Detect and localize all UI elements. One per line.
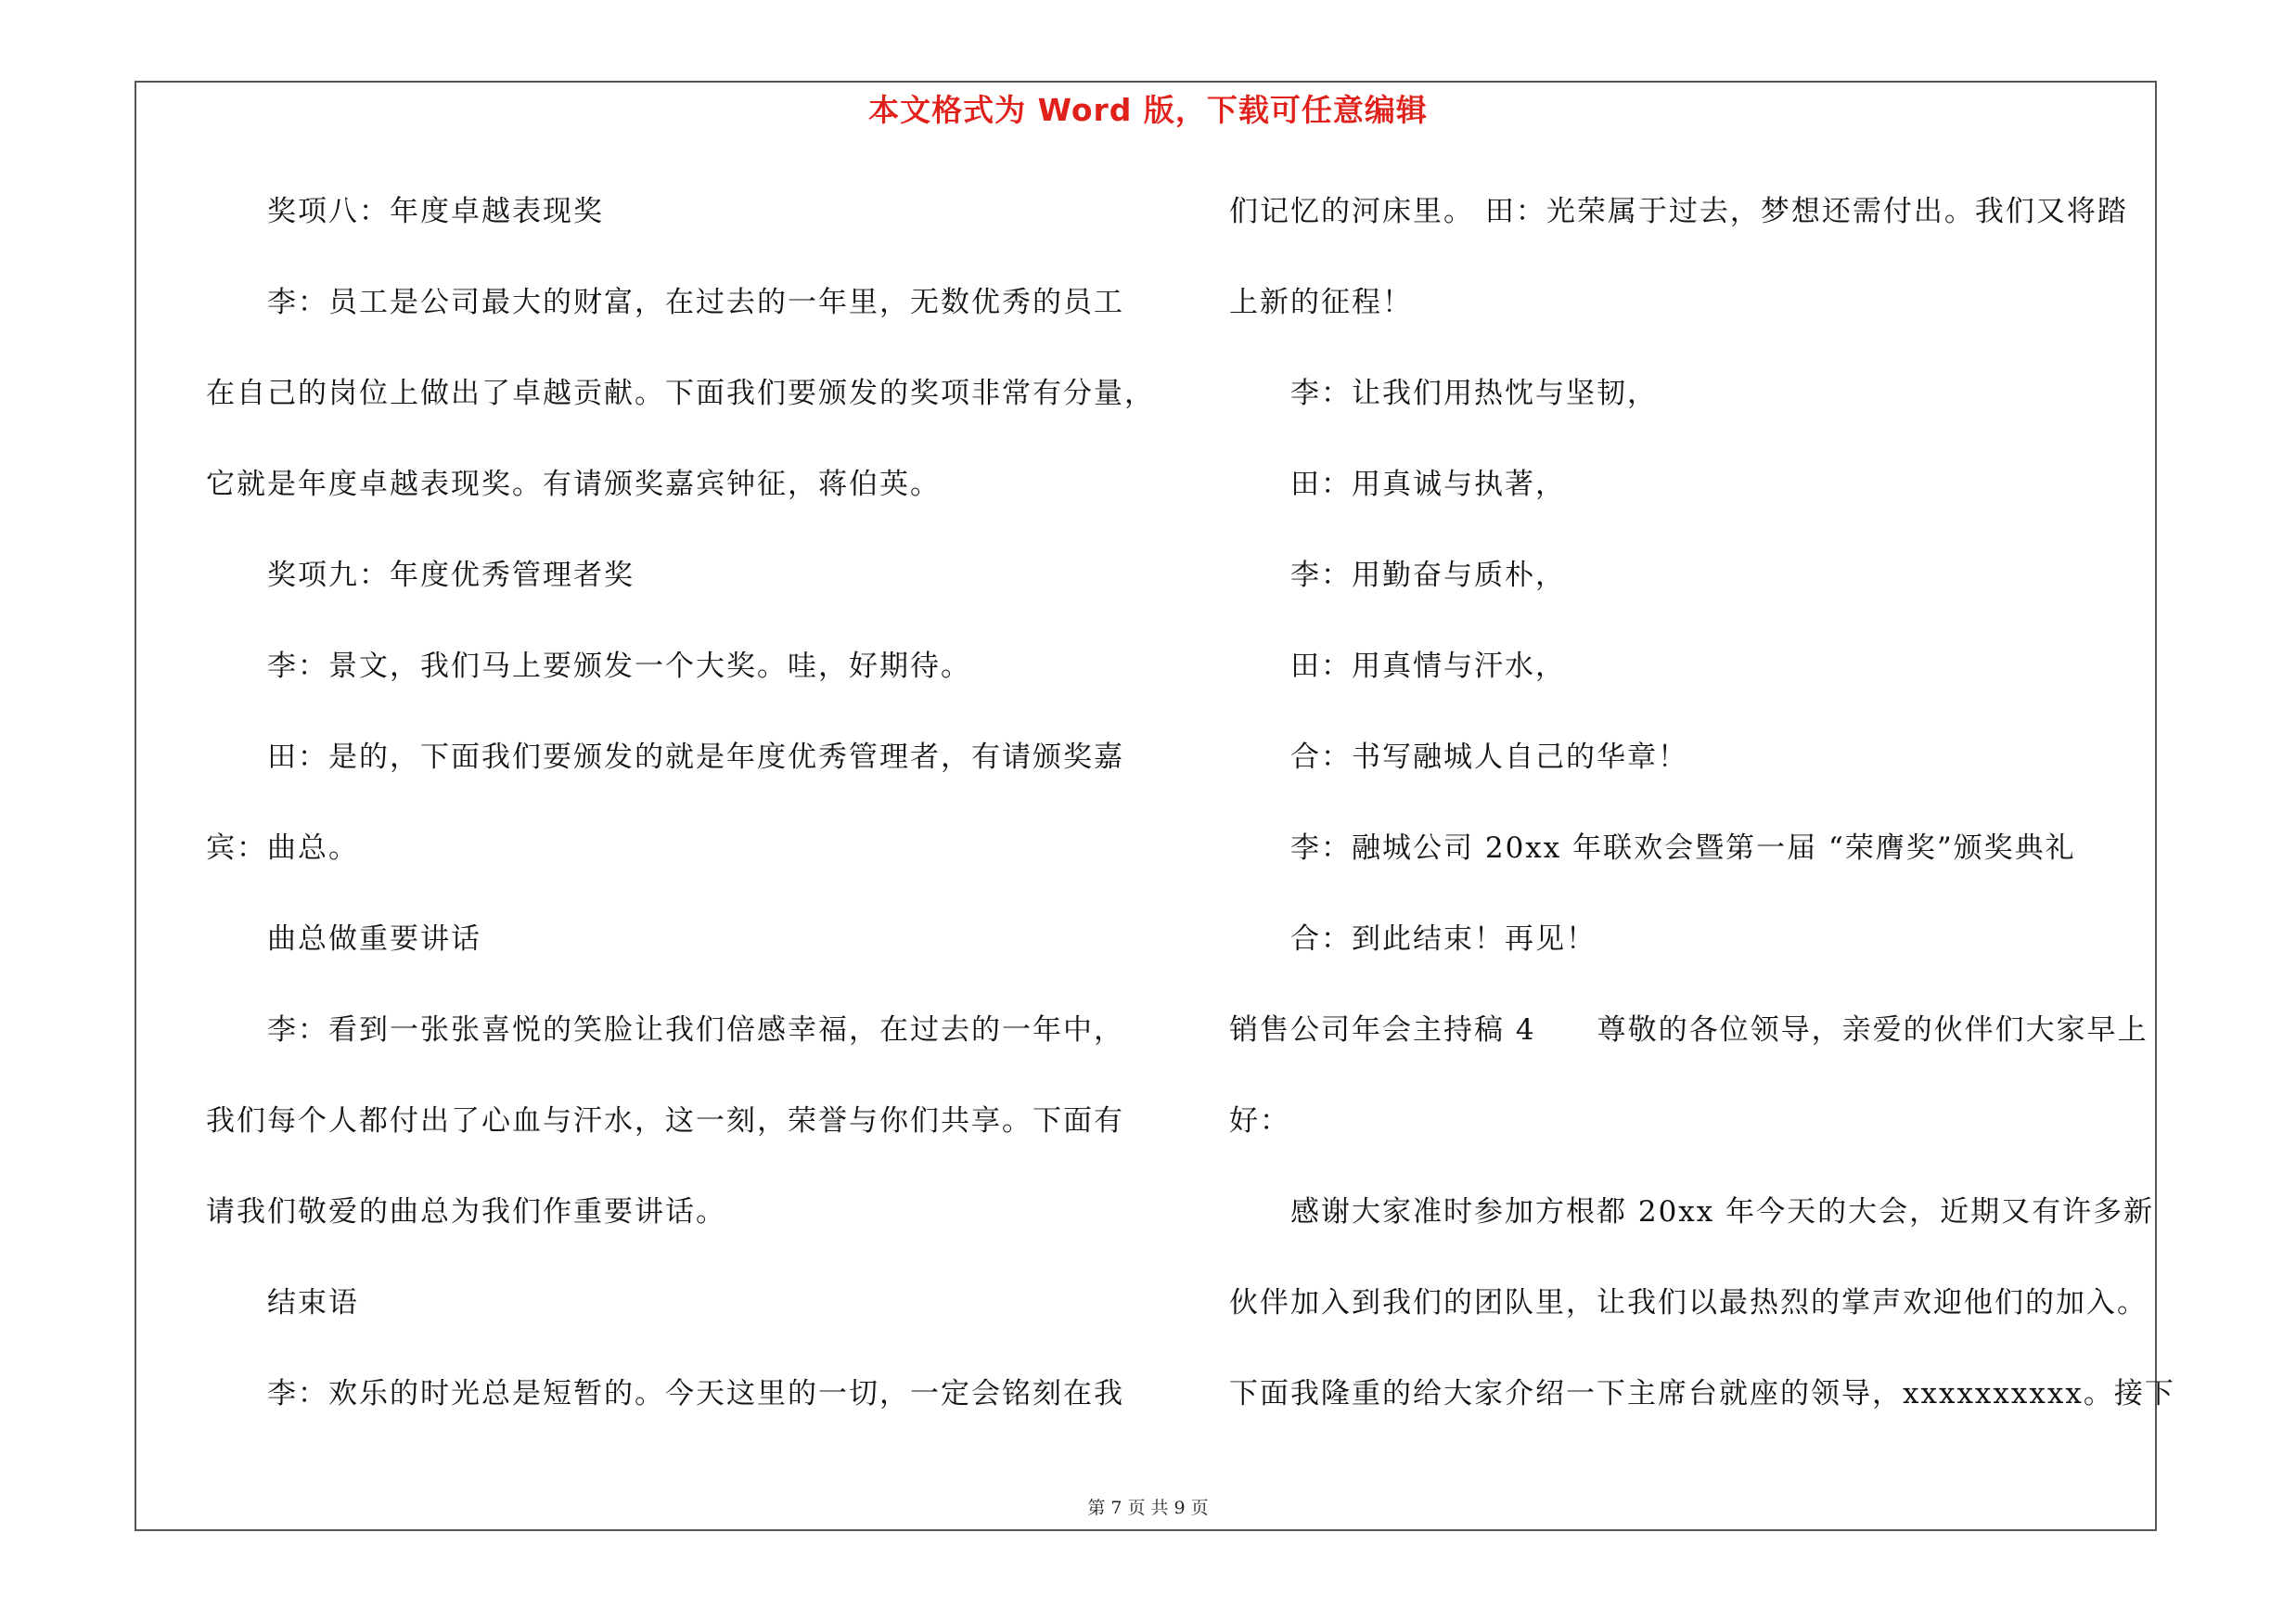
text-line: 伙伴加入到我们的团队里，让我们以最热烈的掌声欢迎他们的加入。 (1229, 1286, 2148, 1320)
text-line: 上新的征程！ (1229, 286, 1413, 319)
text-line: 李：景文，我们马上要颁发一个大奖。哇，好期待。 (267, 650, 971, 683)
text-line: 好： (1229, 1104, 1290, 1138)
text-line: 田：用真情与汗水， (1290, 650, 1566, 683)
text-line: 奖项九：年度优秀管理者奖 (267, 559, 635, 592)
text-line: 们记忆的河床里。 田：光荣属于过去，梦想还需付出。我们又将踏 (1229, 195, 2128, 228)
text-line: 曲总做重要讲话 (267, 922, 481, 956)
text-line: 奖项八：年度卓越表现奖 (267, 195, 604, 228)
format-banner: 本文格式为 Word 版，下载可任意编辑 (868, 92, 1428, 128)
text-line: 下面我隆重的给大家介绍一下主席台就座的领导，xxxxxxxxxx。接下 (1229, 1377, 2175, 1410)
right-text-column (1229, 183, 2175, 1456)
page-number: 第 7 页 共 9 页 (1087, 1498, 1209, 1518)
text-line: 李：看到一张张喜悦的笑脸让我们倍感幸福，在过去的一年中， (267, 1013, 1124, 1047)
text-line: 田：用真诚与执著， (1290, 468, 1566, 501)
text-line: 李：让我们用热忱与坚韧， (1290, 377, 1658, 410)
text-line: 销售公司年会主持稿 4 尊敬的各位领导，亲爱的伙伴们大家早上 (1229, 1013, 2148, 1047)
text-line: 李：欢乐的时光总是短暂的。今天这里的一切，一定会铭刻在我 (267, 1377, 1124, 1410)
text-line: 我们每个人都付出了心血与汗水，这一刻，荣誉与你们共享。下面有 (206, 1104, 1124, 1138)
text-line: 合：书写融城人自己的华章！ (1290, 741, 1688, 774)
text-line: 它就是年度卓越表现奖。有请颁奖嘉宾钟征，蒋伯英。 (206, 468, 941, 501)
text-line: 田：是的，下面我们要颁发的就是年度优秀管理者，有请颁奖嘉 (267, 741, 1124, 774)
text-line: 李：融城公司 20xx 年联欢会暨第一届 “荣膺奖”颁奖典礼 (1290, 831, 2076, 865)
text-line: 宾：曲总。 (206, 831, 359, 865)
text-line: 结束语 (267, 1286, 359, 1320)
text-line: 在自己的岗位上做出了卓越贡献。下面我们要颁发的奖项非常有分量， (206, 377, 1155, 410)
text-line: 感谢大家准时参加方根都 20xx 年今天的大会，近期又有许多新 (1290, 1195, 2155, 1229)
text-line: 李：员工是公司最大的财富，在过去的一年里，无数优秀的员工 (267, 286, 1124, 319)
text-line: 合：到此结束！再见！ (1290, 922, 1597, 956)
text-line: 请我们敬爱的曲总为我们作重要讲话。 (206, 1195, 726, 1229)
left-text-column (206, 183, 1180, 1456)
text-line: 李：用勤奋与质朴， (1290, 559, 1566, 592)
